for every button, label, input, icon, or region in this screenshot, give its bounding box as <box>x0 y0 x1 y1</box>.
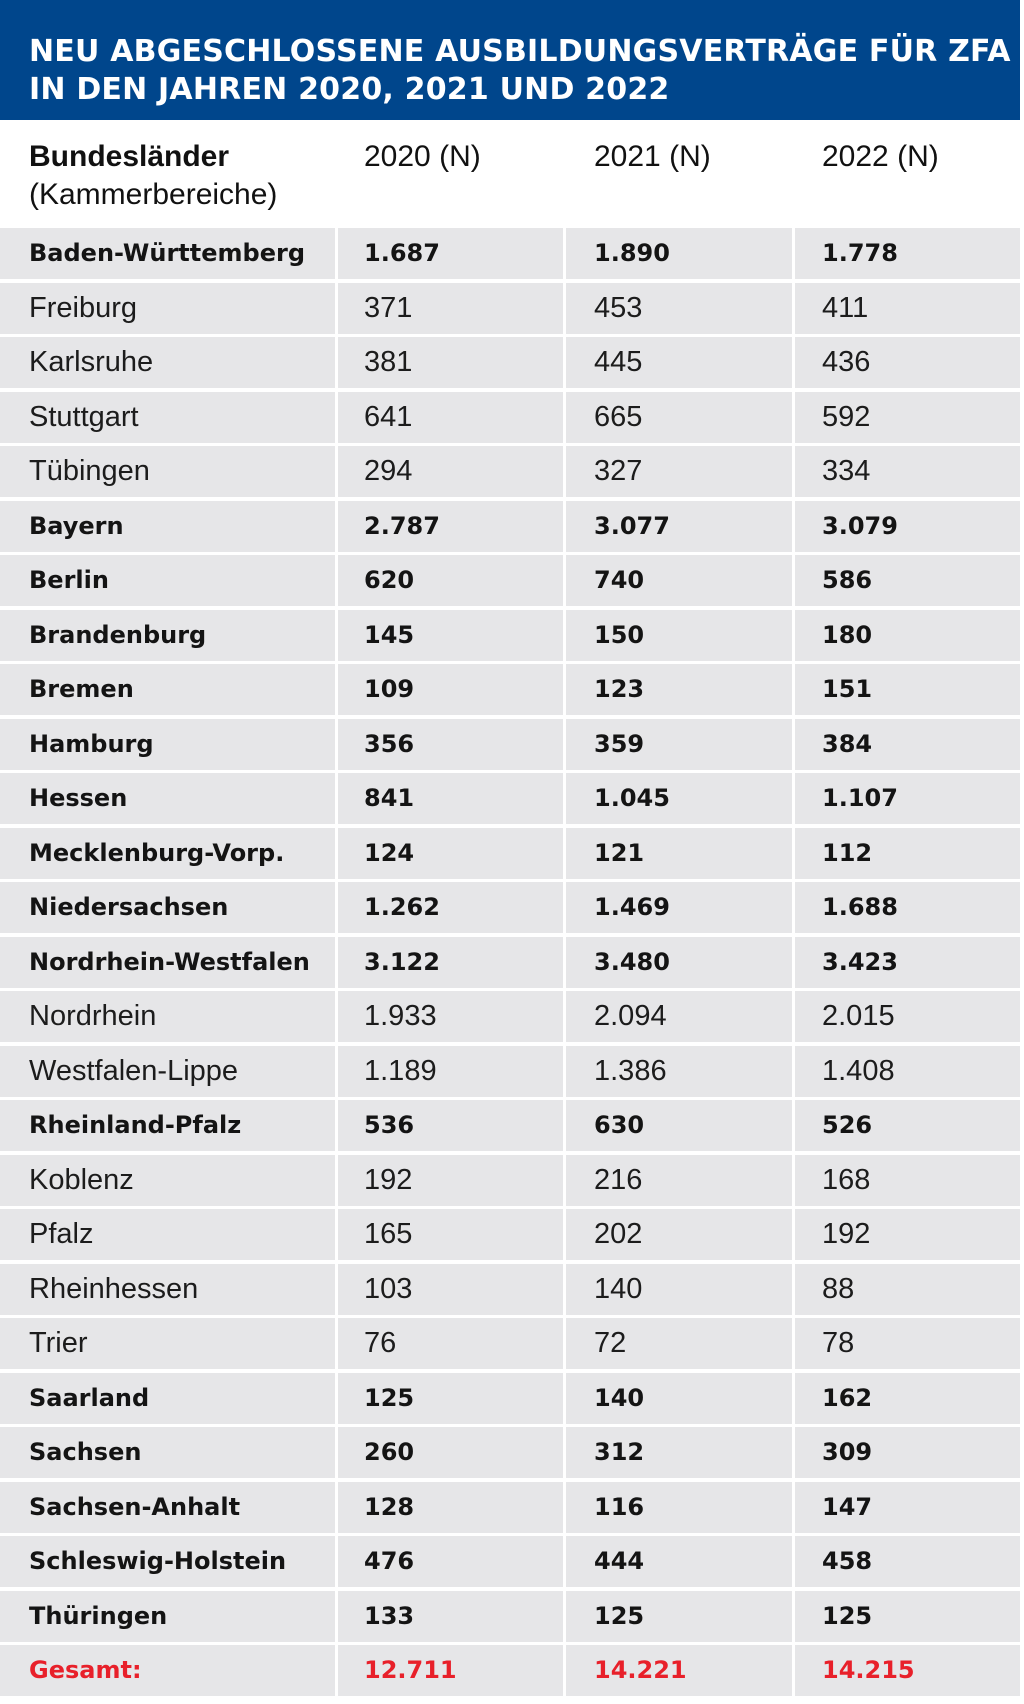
cell-region: Rheinland-Pfalz <box>0 1100 335 1151</box>
cell-2021: 1.890 <box>566 228 792 279</box>
cell-2021: 445 <box>566 337 792 388</box>
cell-2021: 14.221 <box>566 1645 792 1696</box>
cell-region: Hessen <box>0 773 335 824</box>
cell-2021: 116 <box>566 1482 792 1533</box>
cell-2022: 151 <box>795 664 1020 715</box>
cell-2022: 1.688 <box>795 882 1020 933</box>
cell-2022: 3.423 <box>795 937 1020 988</box>
cell-2022: 586 <box>795 555 1020 606</box>
cell-2022: 1.107 <box>795 773 1020 824</box>
cell-2021: 3.077 <box>566 501 792 552</box>
cell-2021: 312 <box>566 1427 792 1478</box>
cell-2021: 453 <box>566 283 792 334</box>
header-col0-line2: (Kammerbereiche) <box>29 178 278 211</box>
cell-2020: 145 <box>338 610 563 661</box>
cell-2021: 123 <box>566 664 792 715</box>
cell-region: Pfalz <box>0 1209 335 1260</box>
cell-2022: 162 <box>795 1373 1020 1424</box>
cell-2021: 359 <box>566 719 792 770</box>
table-row <box>0 610 1020 665</box>
cell-2021: 140 <box>566 1264 792 1315</box>
table-row <box>0 1482 1020 1537</box>
cell-region: Stuttgart <box>0 392 335 443</box>
cell-2021: 3.480 <box>566 937 792 988</box>
table-row <box>0 1209 1020 1264</box>
cell-region: Gesamt: <box>0 1645 335 1696</box>
table-row <box>0 882 1020 937</box>
cell-2020: 2.787 <box>338 501 563 552</box>
table-row <box>0 937 1020 992</box>
header-col0-line1: Bundesländer <box>29 140 230 173</box>
cell-2022: 3.079 <box>795 501 1020 552</box>
cell-region: Brandenburg <box>0 610 335 661</box>
cell-2020: 260 <box>338 1427 563 1478</box>
cell-2022: 1.408 <box>795 1046 1020 1097</box>
cell-2020: 103 <box>338 1264 563 1315</box>
cell-2020: 841 <box>338 773 563 824</box>
cell-2020: 1.189 <box>338 1046 563 1097</box>
cell-region: Hamburg <box>0 719 335 770</box>
title-banner <box>0 0 1020 120</box>
table-row <box>0 1373 1020 1428</box>
table-row <box>0 501 1020 556</box>
cell-region: Westfalen-Lippe <box>0 1046 335 1097</box>
cell-2022: 88 <box>795 1264 1020 1315</box>
table-row <box>0 1427 1020 1482</box>
cell-2022: 78 <box>795 1318 1020 1369</box>
cell-2020: 12.711 <box>338 1645 563 1696</box>
table-row <box>0 664 1020 719</box>
cell-2022: 334 <box>795 446 1020 497</box>
table-row <box>0 828 1020 883</box>
cell-region: Tübingen <box>0 446 335 497</box>
cell-2021: 2.094 <box>566 991 792 1042</box>
cell-2022: 458 <box>795 1536 1020 1587</box>
cell-region: Bremen <box>0 664 335 715</box>
header-bundeslaender <box>29 138 277 214</box>
cell-2021: 630 <box>566 1100 792 1151</box>
cell-2020: 1.933 <box>338 991 563 1042</box>
cell-2021: 216 <box>566 1155 792 1206</box>
cell-2022: 384 <box>795 719 1020 770</box>
cell-2020: 109 <box>338 664 563 715</box>
cell-2021: 202 <box>566 1209 792 1260</box>
cell-region: Schleswig-Holstein <box>0 1536 335 1587</box>
cell-region: Bayern <box>0 501 335 552</box>
cell-2021: 1.386 <box>566 1046 792 1097</box>
header-2021: 2021 (N) <box>594 140 711 173</box>
cell-2022: 14.215 <box>795 1645 1020 1696</box>
cell-region: Saarland <box>0 1373 335 1424</box>
table-row <box>0 1536 1020 1591</box>
cell-2022: 526 <box>795 1100 1020 1151</box>
table-row <box>0 337 1020 392</box>
table-row <box>0 773 1020 828</box>
cell-2022: 2.015 <box>795 991 1020 1042</box>
title-line-2: IN DEN JAHREN 2020, 2021 UND 2022 <box>29 72 670 107</box>
cell-2022: 436 <box>795 337 1020 388</box>
cell-2022: 168 <box>795 1155 1020 1206</box>
cell-2021: 444 <box>566 1536 792 1587</box>
table-row <box>0 1264 1020 1319</box>
cell-2020: 165 <box>338 1209 563 1260</box>
cell-2020: 536 <box>338 1100 563 1151</box>
table-row <box>0 1318 1020 1373</box>
cell-region: Nordrhein <box>0 991 335 1042</box>
cell-2020: 641 <box>338 392 563 443</box>
cell-2020: 124 <box>338 828 563 879</box>
cell-2021: 125 <box>566 1591 792 1642</box>
cell-2022: 192 <box>795 1209 1020 1260</box>
table-row <box>0 719 1020 774</box>
cell-2021: 327 <box>566 446 792 497</box>
cell-2020: 192 <box>338 1155 563 1206</box>
table-row <box>0 283 1020 338</box>
total-row <box>0 1645 1020 1700</box>
table-row <box>0 1100 1020 1155</box>
cell-2021: 140 <box>566 1373 792 1424</box>
cell-2020: 371 <box>338 283 563 334</box>
cell-2020: 620 <box>338 555 563 606</box>
cell-2020: 133 <box>338 1591 563 1642</box>
cell-region: Sachsen <box>0 1427 335 1478</box>
cell-region: Berlin <box>0 555 335 606</box>
cell-2022: 147 <box>795 1482 1020 1533</box>
cell-region: Freiburg <box>0 283 335 334</box>
cell-2022: 592 <box>795 392 1020 443</box>
table-row <box>0 392 1020 447</box>
cell-2020: 381 <box>338 337 563 388</box>
table-row <box>0 991 1020 1046</box>
cell-2020: 476 <box>338 1536 563 1587</box>
cell-region: Karlsruhe <box>0 337 335 388</box>
cell-2022: 1.778 <box>795 228 1020 279</box>
cell-region: Sachsen-Anhalt <box>0 1482 335 1533</box>
cell-2021: 150 <box>566 610 792 661</box>
cell-2020: 128 <box>338 1482 563 1533</box>
cell-2021: 1.045 <box>566 773 792 824</box>
cell-2020: 1.262 <box>338 882 563 933</box>
cell-2020: 294 <box>338 446 563 497</box>
cell-region: Rheinhessen <box>0 1264 335 1315</box>
cell-2022: 180 <box>795 610 1020 661</box>
cell-region: Mecklenburg-Vorp. <box>0 828 335 879</box>
header-2022: 2022 (N) <box>822 140 939 173</box>
cell-region: Koblenz <box>0 1155 335 1206</box>
table-row <box>0 1591 1020 1646</box>
cell-region: Baden-Württemberg <box>0 228 335 279</box>
table-row <box>0 228 1020 283</box>
table-row <box>0 446 1020 501</box>
table-body <box>0 228 1020 1700</box>
cell-2021: 72 <box>566 1318 792 1369</box>
title-line-1: NEU ABGESCHLOSSENE AUSBILDUNGSVERTRÄGE FÜR ZFA <box>29 34 1011 69</box>
table-row <box>0 1155 1020 1210</box>
cell-2020: 1.687 <box>338 228 563 279</box>
cell-2020: 76 <box>338 1318 563 1369</box>
cell-2021: 1.469 <box>566 882 792 933</box>
cell-2020: 125 <box>338 1373 563 1424</box>
cell-2022: 411 <box>795 283 1020 334</box>
cell-2020: 356 <box>338 719 563 770</box>
cell-2021: 121 <box>566 828 792 879</box>
cell-region: Nordrhein-Westfalen <box>0 937 335 988</box>
cell-region: Niedersachsen <box>0 882 335 933</box>
cell-2021: 665 <box>566 392 792 443</box>
cell-2020: 3.122 <box>338 937 563 988</box>
table-header <box>0 120 1020 228</box>
cell-region: Trier <box>0 1318 335 1369</box>
table-row <box>0 1046 1020 1101</box>
cell-region: Thüringen <box>0 1591 335 1642</box>
cell-2022: 125 <box>795 1591 1020 1642</box>
table-row <box>0 555 1020 610</box>
cell-2022: 309 <box>795 1427 1020 1478</box>
cell-2022: 112 <box>795 828 1020 879</box>
header-2020: 2020 (N) <box>364 140 481 173</box>
cell-2021: 740 <box>566 555 792 606</box>
